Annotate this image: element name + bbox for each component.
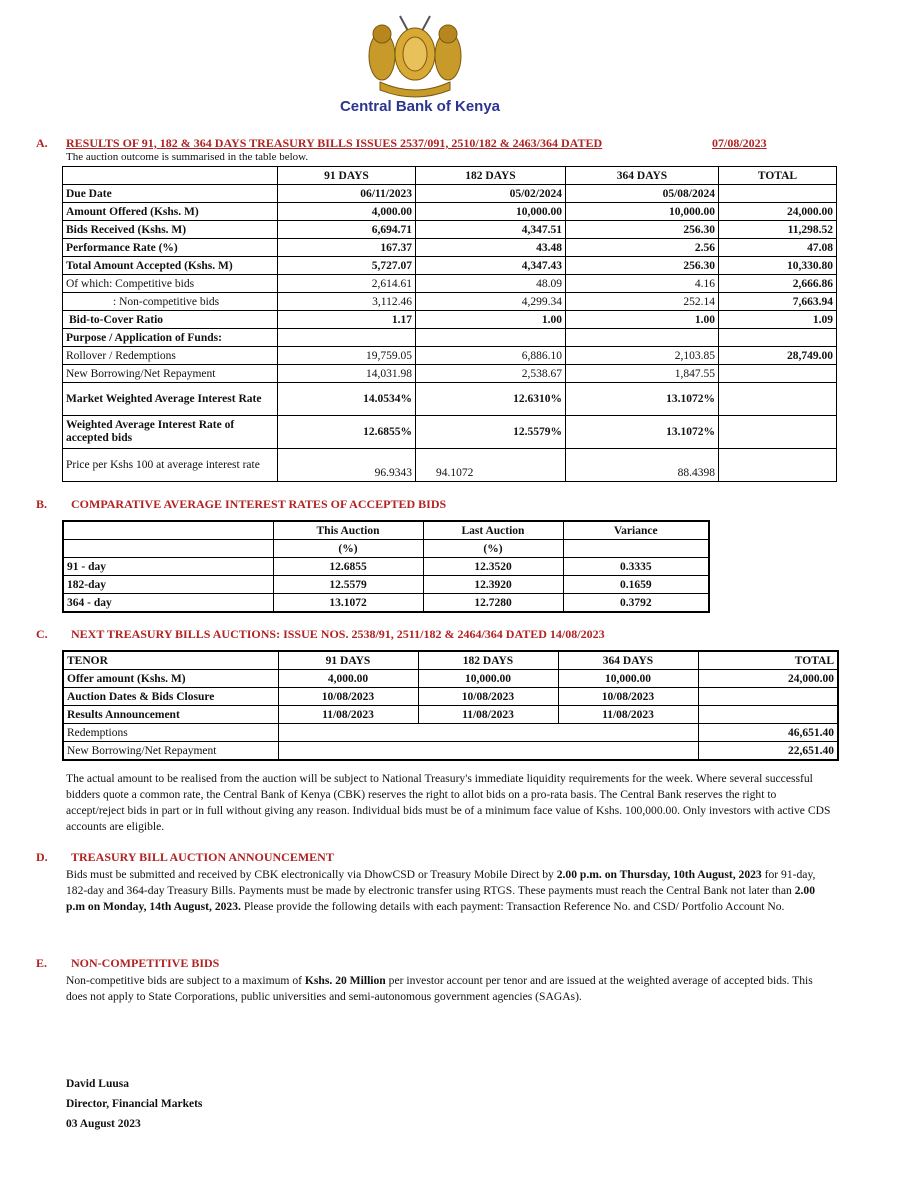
cell-91: 1.17: [278, 311, 416, 329]
bold-deadline: 2.00 p.m. on Thursday, 10th August, 2023: [556, 868, 762, 881]
cell-total: 1.09: [719, 311, 837, 329]
table-row: [63, 688, 838, 706]
row-label: Amount Offered (Kshs. M): [63, 203, 278, 221]
signatory-title: Director, Financial Markets: [66, 1098, 203, 1110]
row-label: Due Date: [63, 185, 278, 203]
cell-182: [416, 329, 566, 347]
cell-total: [719, 383, 837, 416]
cell-total: 24,000.00: [698, 670, 838, 688]
row-label: 182-day: [63, 576, 273, 594]
cell-total: [698, 706, 838, 724]
cell-364: 88.4398: [566, 449, 719, 482]
section-d-body: [66, 867, 836, 915]
table-row: [63, 329, 837, 347]
cell-91: 12.6855%: [278, 416, 416, 449]
cell-91: 4,000.00: [278, 670, 418, 688]
bank-name: Central Bank of Kenya: [339, 98, 501, 115]
row-label: New Borrowing/Net Repayment: [63, 365, 278, 383]
row-label: Offer amount (Kshs. M): [63, 670, 278, 688]
cell-364: 4.16: [566, 275, 719, 293]
cell-182: 11/08/2023: [418, 706, 558, 724]
cell-364: 10,000.00: [558, 670, 698, 688]
bold-max-amount: Kshs. 20 Million: [304, 974, 386, 987]
cell-91: 14.0534%: [278, 383, 416, 416]
row-label: Redemptions: [63, 724, 278, 742]
section-a-date: 07/08/2023: [712, 136, 767, 150]
cell-182: 48.09: [416, 275, 566, 293]
cell-91: 14,031.98: [278, 365, 416, 383]
unit-cell: [563, 540, 709, 558]
section-e-letter: E.: [36, 956, 48, 970]
cell-364: 05/08/2024: [566, 185, 719, 203]
table-row: [63, 558, 709, 576]
cell-91: 5,727.07: [278, 257, 416, 275]
section-e-body: [66, 973, 836, 1005]
bold-payment-deadline: 2.00 p.m on Monday, 14th August, 2023.: [66, 884, 815, 913]
cell-last-auction: 12.3920: [423, 576, 563, 594]
row-label: Of which: Competitive bids: [63, 275, 278, 293]
unit-cell: (%): [273, 540, 423, 558]
cell-total: [719, 329, 837, 347]
header-cell: TENOR: [63, 651, 278, 670]
header-cell: 91 DAYS: [278, 651, 418, 670]
cell-total: [719, 185, 837, 203]
cell-91: [278, 329, 416, 347]
row-label: Weighted Average Interest Rate of accepted bids: [63, 416, 278, 449]
cell-last-auction: 12.3520: [423, 558, 563, 576]
empty-span: [278, 742, 698, 761]
section-a-title: RESULTS OF 91, 182 & 364 DAYS TREASURY BILLS ISSUES 2537/091, 2510/182 & 2463/364 DATED: [66, 136, 603, 150]
text-run: for 91-day, 182-day and 364-day Treasury Bills. Payments must be made by electronic transfer using RTGS. These payments must reach the Central Bank not later than: [66, 868, 816, 897]
section-e-title: NON-COMPETITIVE BIDS: [71, 956, 220, 970]
table-row: [63, 449, 837, 482]
cell-variance: 0.3335: [563, 558, 709, 576]
cell-91: 19,759.05: [278, 347, 416, 365]
header-cell: This Auction: [273, 521, 423, 540]
cell-364: 1,847.55: [566, 365, 719, 383]
table-row: [63, 239, 837, 257]
cell-364: 10,000.00: [566, 203, 719, 221]
table-row: [63, 670, 838, 688]
cell-182: 1.00: [416, 311, 566, 329]
auction-results-table: [62, 166, 837, 482]
row-label: Total Amount Accepted (Kshs. M): [63, 257, 278, 275]
signature-date: 03 August 2023: [66, 1118, 141, 1130]
section-a-letter: A.: [36, 136, 48, 150]
table-row: [63, 383, 837, 416]
cell-364: 11/08/2023: [558, 706, 698, 724]
row-label: Results Announcement: [63, 706, 278, 724]
cell-91: 2,614.61: [278, 275, 416, 293]
cell-364: 13.1072%: [566, 416, 719, 449]
cell-total: [719, 416, 837, 449]
cell-total: 7,663.94: [719, 293, 837, 311]
cell-182: 2,538.67: [416, 365, 566, 383]
section-d-title: TREASURY BILL AUCTION ANNOUNCEMENT: [71, 850, 334, 864]
cell-total: [719, 449, 837, 482]
header-cell: [63, 521, 273, 540]
auction-note: The actual amount to be realised from the auction will be subject to National Treasury's immediate liquidity requirements for the week. Where several successful bidders quote a common rate, the Central Bank of Kenya (CBK) reserves the right to allot bids on a pro-rata basis. The Central Bank reserves the right to accept/reject bids in part or in full without giving any reason. Individual bids must be of a minimum face value of Kshs. 100,000.00. Only investors with active CDS accounts are eligible.: [66, 772, 831, 833]
text-run: per investor account per tenor and are issued at the weighted average of accepted bids. This does not apply to State Corporations, public universities and semi-autonomous government agencies (SAGAs).: [66, 974, 813, 1003]
table-row: [63, 185, 837, 203]
header-cell: 364 DAYS: [566, 167, 719, 185]
cell-variance: 0.1659: [563, 576, 709, 594]
header-cell: TOTAL: [698, 651, 838, 670]
header-cell: 182 DAYS: [416, 167, 566, 185]
header-cell: 182 DAYS: [418, 651, 558, 670]
table-row: [63, 576, 709, 594]
cell-total: 46,651.40: [698, 724, 838, 742]
table-row: [63, 347, 837, 365]
row-label: 91 - day: [63, 558, 273, 576]
text-run: Non-competitive bids are subject to a maximum of: [66, 974, 305, 987]
row-label: New Borrowing/Net Repayment: [63, 742, 278, 761]
header-cell: Variance: [563, 521, 709, 540]
table-row: [63, 257, 837, 275]
cell-total: [698, 688, 838, 706]
cell-364: 2,103.85: [566, 347, 719, 365]
cell-91: 11/08/2023: [278, 706, 418, 724]
table-row: [63, 221, 837, 239]
row-label: Bid-to-Cover Ratio: [63, 311, 278, 329]
table-row: [63, 275, 837, 293]
cell-182: 10,000.00: [416, 203, 566, 221]
unit-cell: (%): [423, 540, 563, 558]
header-cell: 91 DAYS: [278, 167, 416, 185]
header-cell: Last Auction: [423, 521, 563, 540]
header-cell: [63, 167, 278, 185]
row-label: Market Weighted Average Interest Rate: [63, 383, 278, 416]
text-run: Bids must be submitted and received by CBK electronically via DhowCSD or Treasury Mobile Direct by: [66, 868, 557, 881]
cell-182: 10,000.00: [418, 670, 558, 688]
cell-182: 12.6310%: [416, 383, 566, 416]
section-c-title: NEXT TREASURY BILLS AUCTIONS: ISSUE NOS. 2538/91, 2511/182 & 2464/364 DATED 14/08/2023: [71, 627, 605, 641]
row-label: Price per Kshs 100 at average interest rate: [63, 449, 278, 482]
cell-91: 06/11/2023: [278, 185, 416, 203]
row-label: 364 - day: [63, 594, 273, 613]
row-label: Performance Rate (%): [63, 239, 278, 257]
cell-182: 6,886.10: [416, 347, 566, 365]
cell-182: 10/08/2023: [418, 688, 558, 706]
section-a-subtitle: The auction outcome is summarised in the table below.: [66, 151, 309, 163]
row-label: Bids Received (Kshs. M): [63, 221, 278, 239]
cell-91: 10/08/2023: [278, 688, 418, 706]
cell-364: 10/08/2023: [558, 688, 698, 706]
cell-182: 43.48: [416, 239, 566, 257]
section-b-title: COMPARATIVE AVERAGE INTEREST RATES OF ACCEPTED BIDS: [71, 497, 447, 511]
text-run: Please provide the following details with each payment: Transaction Reference No. and CSD/ Portfolio Account No.: [240, 900, 785, 913]
cell-364: 1.00: [566, 311, 719, 329]
cell-total: 47.08: [719, 239, 837, 257]
section-c-letter: C.: [36, 627, 48, 641]
row-label: : Non-competitive bids: [63, 293, 278, 311]
signatory-name: David Luusa: [66, 1078, 129, 1090]
cell-91: 167.37: [278, 239, 416, 257]
cell-91: 96.9343: [278, 449, 416, 482]
cell-this-auction: 12.6855: [273, 558, 423, 576]
cell-182: 4,347.51: [416, 221, 566, 239]
table-row: [63, 594, 709, 613]
cell-364: 252.14: [566, 293, 719, 311]
table-row: [63, 724, 838, 742]
cell-variance: 0.3792: [563, 594, 709, 613]
table-row: [63, 416, 837, 449]
cell-364: 13.1072%: [566, 383, 719, 416]
cell-364: 256.30: [566, 257, 719, 275]
cell-364: 256.30: [566, 221, 719, 239]
cell-91: 4,000.00: [278, 203, 416, 221]
table-row: [63, 203, 837, 221]
cell-182: 94.1072: [416, 449, 566, 482]
header-cell: 364 DAYS: [558, 651, 698, 670]
row-label: Purpose / Application of Funds:: [63, 329, 278, 347]
cell-91: 6,694.71: [278, 221, 416, 239]
signature-block: [66, 1074, 202, 1134]
cell-total: 22,651.40: [698, 742, 838, 761]
table-row: [63, 311, 837, 329]
table-row: [63, 365, 837, 383]
cell-total: 10,330.80: [719, 257, 837, 275]
cell-total: 24,000.00: [719, 203, 837, 221]
table-row: [63, 706, 838, 724]
row-label: Auction Dates & Bids Closure: [63, 688, 278, 706]
cell-last-auction: 12.7280: [423, 594, 563, 613]
row-label: Rollover / Redemptions: [63, 347, 278, 365]
header-cell: TOTAL: [719, 167, 837, 185]
table-row: [63, 293, 837, 311]
section-d-letter: D.: [36, 850, 48, 864]
cell-total: 2,666.86: [719, 275, 837, 293]
cell-182: 12.5579%: [416, 416, 566, 449]
cell-total: 11,298.52: [719, 221, 837, 239]
empty-span: [278, 724, 698, 742]
cell-364: [566, 329, 719, 347]
cell-total: 28,749.00: [719, 347, 837, 365]
cell-91: 3,112.46: [278, 293, 416, 311]
next-auctions-table: [62, 650, 839, 761]
table-row: [63, 742, 838, 761]
comparative-rates-table: [62, 520, 710, 613]
cbk-logo: [360, 10, 470, 102]
cell-182: 05/02/2024: [416, 185, 566, 203]
section-b-letter: B.: [36, 497, 48, 511]
cell-total: [719, 365, 837, 383]
unit-cell: [63, 540, 273, 558]
cell-364: 2.56: [566, 239, 719, 257]
cell-182: 4,299.34: [416, 293, 566, 311]
cell-this-auction: 13.1072: [273, 594, 423, 613]
cell-182: 4,347.43: [416, 257, 566, 275]
cell-this-auction: 12.5579: [273, 576, 423, 594]
